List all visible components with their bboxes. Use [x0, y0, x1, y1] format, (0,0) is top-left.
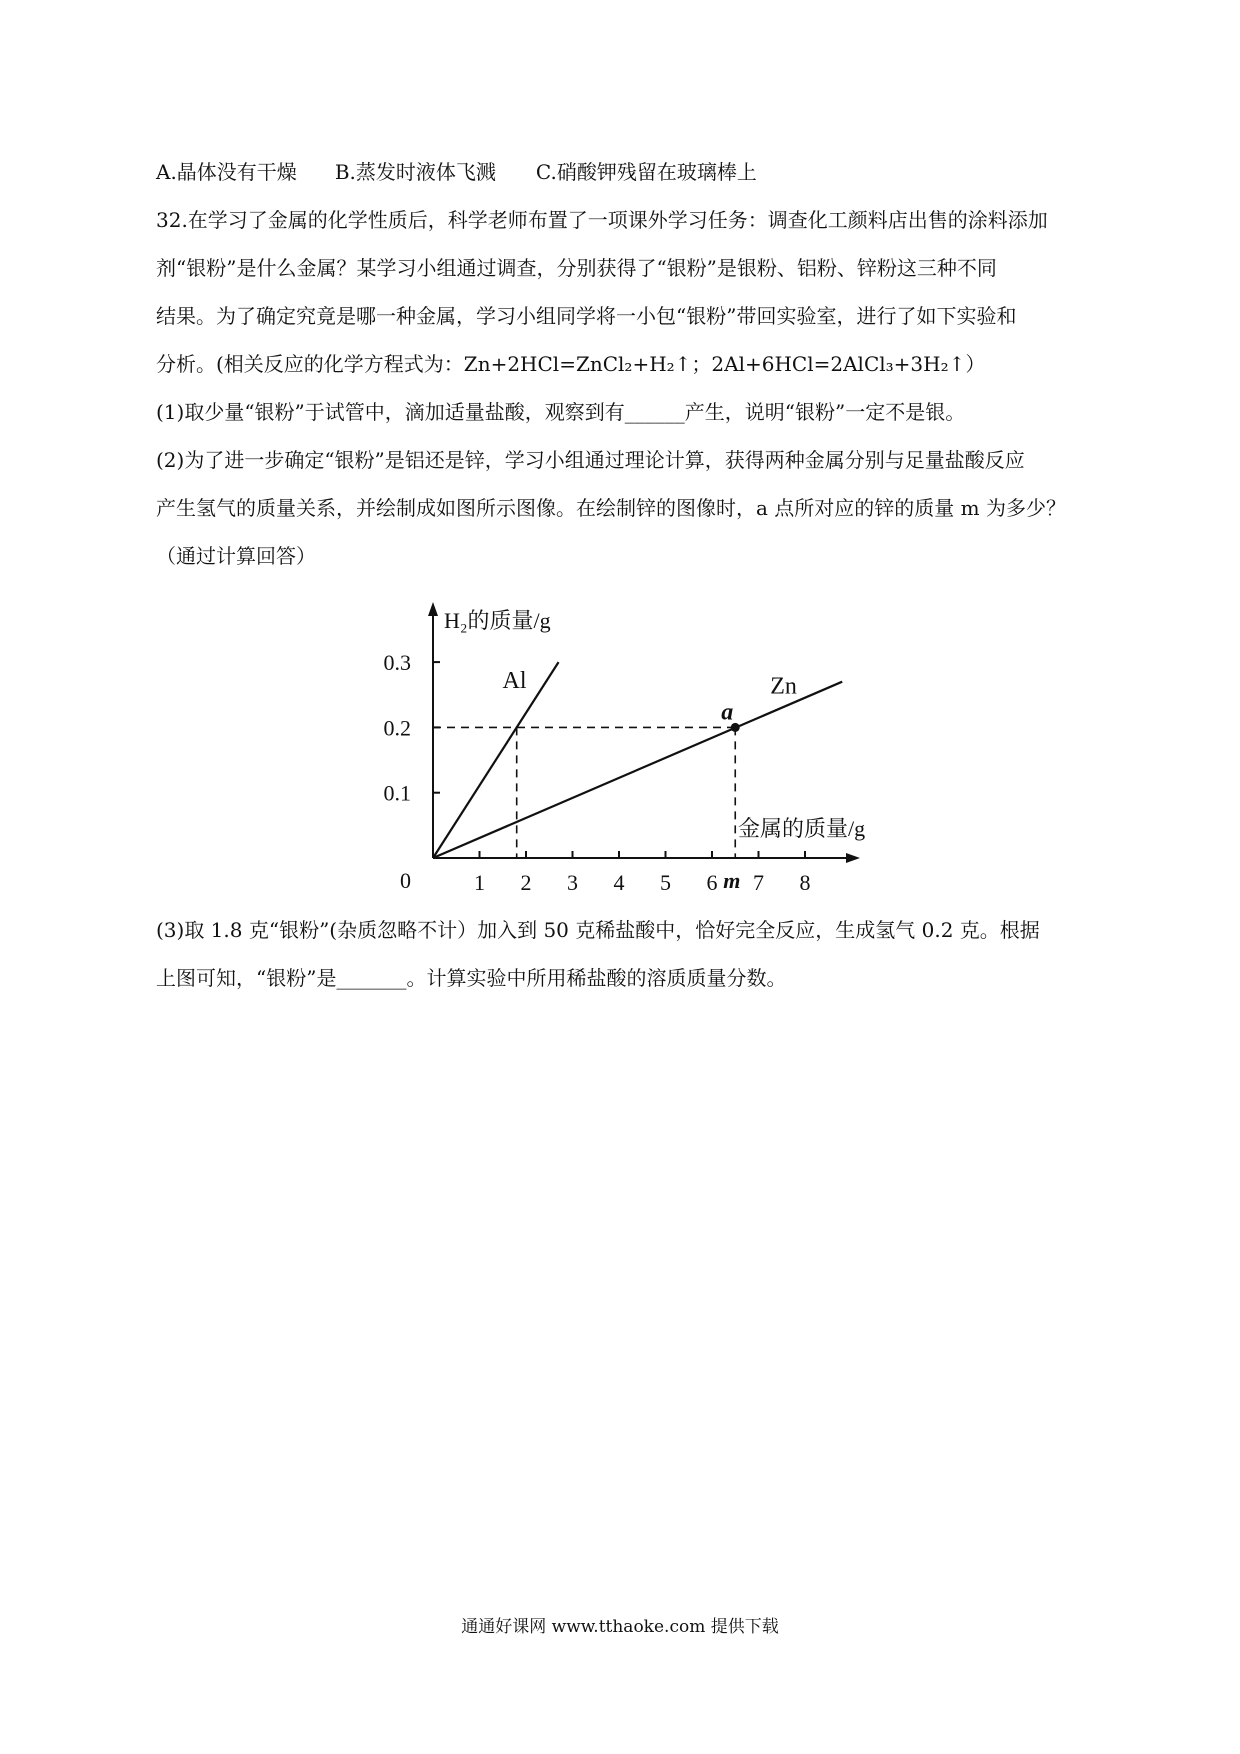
- x-tick-label-1: 1: [474, 870, 485, 895]
- option-c: C.硝酸钾残留在玻璃棒上: [535, 160, 757, 184]
- option-b: B.蒸发时液体飞溅: [334, 160, 496, 184]
- part-1: (1)取少量“银粉”于试管中，滴加适量盐酸，观察到有______产生，说明“银粉”一定不是银。: [156, 400, 966, 424]
- question-line-3: 结果。为了确定究竟是哪一种金属，学习小组同学将一小包“银粉”带回实验室，进行了如下实验和: [156, 304, 1017, 328]
- question-line-2: 剂“银粉”是什么金属？某学习小组通过调查，分别获得了“银粉”是银粉、铝粉、锌粉这三种不同: [156, 256, 997, 280]
- x-tick-label-6: 6: [706, 870, 718, 895]
- page-footer: 通通好课网 www.tthaoke.com 提供下载: [461, 1617, 779, 1637]
- options-line: [156, 158, 757, 186]
- y-axis-title: H₂的质量/g: [444, 608, 551, 633]
- hydrogen-mass-chart: [0, 590, 1240, 920]
- x-tick-label-7: 7: [753, 870, 764, 895]
- question-line-4: 分析。(相关反应的化学方程式为：Zn+2HCl=ZnCl₂+H₂↑；2Al+6HCl=2AlCl₃+3H₂↑）: [156, 352, 986, 376]
- x-axis-title: 金属的质量/g: [738, 816, 866, 841]
- y-tick-label-0.3: 0.3: [383, 650, 411, 676]
- part-2-line-1: (2)为了进一步确定“银粉”是铝还是锌，学习小组通过理论计算，获得两种金属分别与足量盐酸反应: [156, 448, 1025, 472]
- part-2-line-2: 产生氢气的质量关系，并绘制成如图所示图像。在绘制锌的图像时，a 点所对应的锌的质量 m 为多少？: [156, 496, 1066, 520]
- series-label-al: Al: [502, 668, 527, 695]
- y-tick-label-0.2: 0.2: [383, 715, 411, 741]
- part-3-line-2: 上图可知，“银粉”是_______。计算实验中所用稀盐酸的溶质质量分数。: [156, 966, 787, 990]
- series-label-zn: Zn: [770, 673, 797, 700]
- y-tick-label-0.1: 0.1: [383, 780, 411, 806]
- series-line-al: [433, 662, 559, 858]
- x-tick-label-2: 2: [520, 870, 532, 895]
- point-a-label: a: [721, 699, 734, 726]
- part-3-line-1: (3)取 1.8 克“银粉”(杂质忽略不计）加入到 50 克稀盐酸中，恰好完全反应，生成氢气 0.2 克。根据: [156, 918, 1040, 942]
- x-tick-label-4: 4: [613, 870, 625, 895]
- option-a: A.晶体没有干燥: [156, 160, 297, 184]
- part-2-line-3: （通过计算回答）: [156, 544, 316, 568]
- question-line-1: 32.在学习了金属的化学性质后，科学老师布置了一项课外学习任务：调查化工颜料店出售的涂料添加: [156, 208, 1048, 232]
- x-tick-label-5: 5: [660, 870, 671, 895]
- origin-label: 0: [400, 868, 411, 893]
- x-tick-label-3: 3: [567, 870, 578, 895]
- y-axis-arrow: [428, 602, 438, 616]
- x-tick-label-8: 8: [799, 870, 811, 895]
- x-axis-arrow: [846, 853, 860, 863]
- m-label: m: [723, 868, 741, 893]
